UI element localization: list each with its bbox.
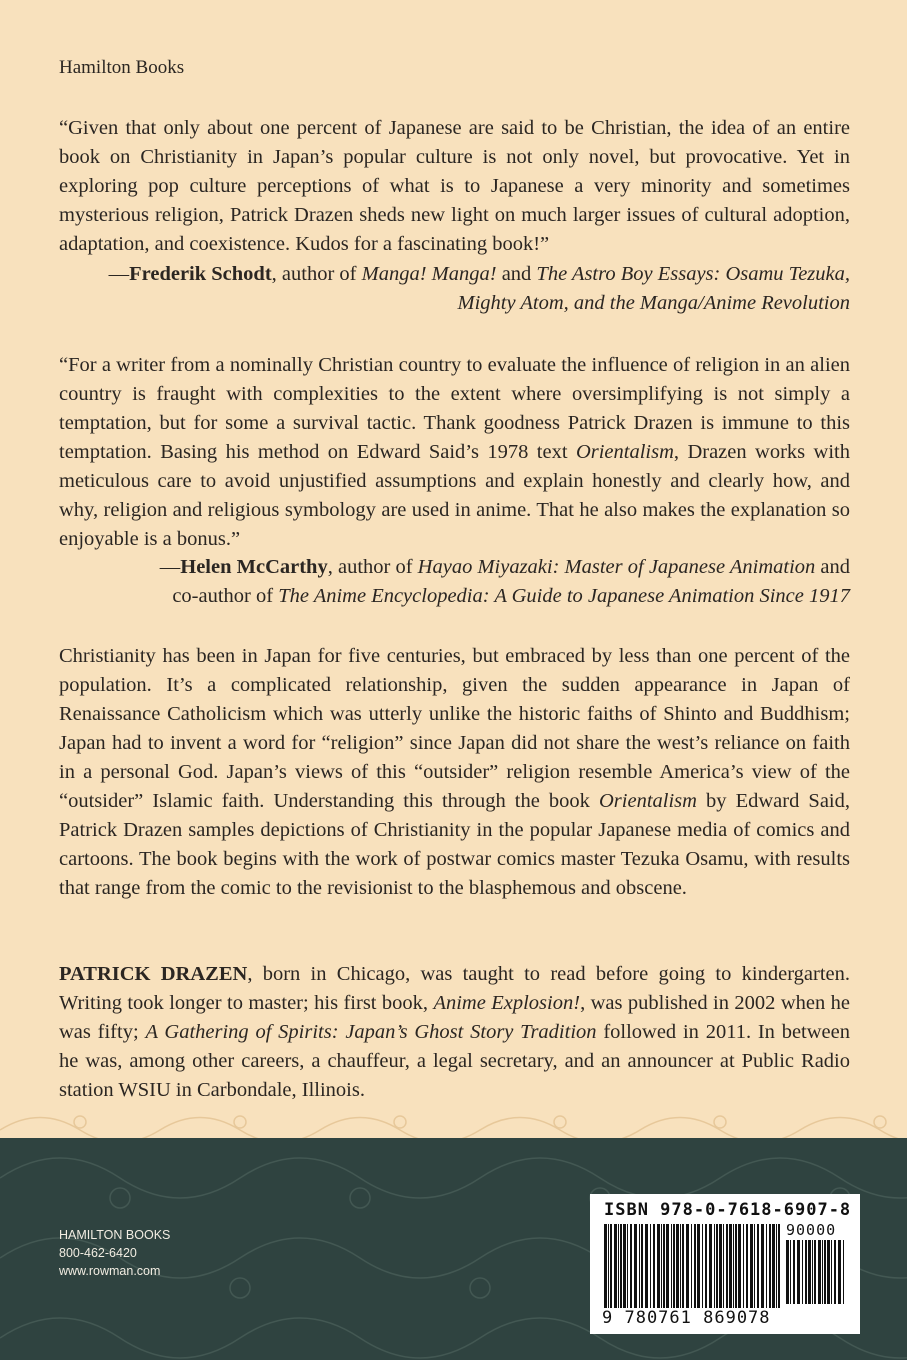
book-description: Christianity has been in Japan for five centuries, but embraced by less than one percent of the population. It’s a complicated relationship, given the sudden appearance in Japan of Renaissance Catholicism which was utterly unlike the historic faiths of Shinto and Buddhism; Japan had to invent a word for “religion” since Japan did not share the west’s reliance on faith in a personal God. Japan’s views of this “outsider” religion resemble America’s view of the “outsider” Islamic faith. Understanding this through the book Orientalism by Edward Said, Patrick Drazen samples depictions of Christianity in the popular Japanese media of comics and cartoons. The book begins with the work of postwar comics master Tezuka Osamu, with results that range from the comic to the revisionist to the blasphemous and obscene. (59, 645, 850, 899)
barcode-bar (746, 1224, 748, 1308)
barcode-bar (831, 1240, 832, 1304)
barcode-bar (750, 1224, 753, 1308)
barcode-bar (733, 1224, 734, 1308)
publisher-phone[interactable]: 800-462-6420 (59, 1246, 137, 1260)
blurb-quote-2: “For a writer from a nominally Christian country to evaluate the influence of religion in an alien country is fraught with complexities to the extent where oversimplifying is not simply a temptation, but for some a survival tactic. Thank goodness Patrick Drazen is immune to this temptation. Basing his method on Edward Said’s 1978 text Orientalism, Drazen works with meticulous care to avoid unjustified assumptions and explain honestly and clearly how, and why, religion and religious symbology are used in anime. That he also makes the explanation so enjoyable is a bonus.” (59, 354, 850, 550)
author-role: , author of (327, 556, 418, 578)
barcode-bar (610, 1224, 612, 1308)
blurb-author: Frederik Schodt (129, 263, 272, 285)
barcode-bar (682, 1224, 684, 1308)
book-title: Manga! Manga! (361, 263, 497, 285)
barcode-bar (645, 1224, 648, 1308)
barcode-bar (604, 1224, 607, 1308)
barcode-bar (812, 1240, 813, 1304)
barcode-bar (735, 1224, 737, 1308)
barcode-bar (702, 1224, 703, 1308)
author-name: PATRICK DRAZEN (59, 963, 248, 985)
barcode-bar (716, 1224, 718, 1308)
barcode-bar (793, 1240, 795, 1304)
barcode-bar (797, 1240, 800, 1304)
barcode-bar (786, 1240, 789, 1304)
joiner: and (496, 263, 537, 285)
barcode-bar (686, 1224, 689, 1308)
barcode-bar (827, 1240, 830, 1304)
barcode-bar (790, 1240, 791, 1304)
book-title: Hayao Miyazaki: Master of Japanese Animation (417, 556, 816, 578)
author-role: co-author of (172, 585, 279, 607)
barcode-bar (709, 1224, 712, 1308)
barcode-bar (814, 1240, 816, 1304)
book-title: The Astro Boy Essays: Osamu Tezuka, Mighty Atom, and the Manga/Anime Revolution (457, 263, 850, 314)
book-title: Orientalism (575, 441, 674, 463)
barcode-bar (738, 1224, 741, 1308)
barcode-bar (843, 1240, 844, 1304)
barcode-bar (650, 1224, 651, 1308)
barcode-bar (680, 1224, 681, 1308)
barcode-bar (808, 1240, 811, 1304)
ornament-border-icon (0, 1100, 907, 1138)
barcode-bar (769, 1224, 771, 1308)
barcode-bar (657, 1224, 660, 1308)
barcode-bar (691, 1224, 692, 1308)
barcode-digits: 9 780761 869078 (602, 1308, 771, 1328)
barcode-bar (766, 1224, 767, 1308)
barcode-bar (761, 1224, 764, 1308)
barcode-bar (834, 1240, 836, 1304)
book-title: The Anime Encyclopedia: A Guide to Japanese Animation Since 1917 (278, 585, 850, 607)
barcode-bar (723, 1224, 724, 1308)
barcode-bar (818, 1240, 821, 1304)
barcode-bar (623, 1224, 626, 1308)
barcode-bar (620, 1224, 622, 1308)
barcode-addon-icon (786, 1240, 846, 1304)
barcode-bar (653, 1224, 655, 1308)
author-bio: PATRICK DRAZEN, born in Chicago, was taught to read before going to kindergarten. Writing took longer to master; his first book, Anime Explosion!, was published in 2002 when he was fifty; A Gathering of Spirits: Japan’s Ghost Story Tradition followed in 2011. In between he was, among other careers, a chauffeur, a legal secretary, and an announcer at Public Radio station WSIU in Carbondale, Illinois. (59, 963, 851, 1101)
barcode-bar (676, 1224, 679, 1308)
barcode-bar (838, 1240, 841, 1304)
barcode-bar (641, 1224, 643, 1308)
barcode-bar (618, 1224, 619, 1308)
barcode-bar (634, 1224, 637, 1308)
blurb-author: Helen McCarthy (180, 556, 328, 578)
barcode-bar (661, 1224, 662, 1308)
book-title: Anime Explosion! (433, 992, 581, 1014)
barcode-bar (697, 1224, 700, 1308)
barcode-bar (743, 1224, 744, 1308)
barcode-bar (630, 1224, 632, 1308)
blurb-quote-1: “Given that only about one percent of Japanese are said to be Christian, the idea of an entire book on Christianity in Japan’s popular culture is not only novel, but provocative. Yet in exploring pop culture perceptions of what is to Japanese a very minority and sometimes mysterious religion, Patrick Drazen sheds new light on much larger issues of cultural adoption, adaptation, and coexistence. Kudos for a fascinating book!” (59, 117, 850, 255)
barcode-bar (772, 1224, 775, 1308)
attribution-dash: — (108, 263, 130, 285)
barcode-bar (608, 1224, 609, 1308)
barcode-bar (614, 1224, 617, 1308)
book-title: Orientalism (599, 790, 697, 812)
author-role: , author of (271, 263, 362, 285)
barcode-bar (671, 1224, 672, 1308)
barcode-bar (719, 1224, 722, 1308)
isbn-barcode (590, 1194, 860, 1334)
barcode-bar (639, 1224, 640, 1308)
barcode-bar (705, 1224, 707, 1308)
barcode-bar (757, 1224, 759, 1308)
barcode-bar (776, 1224, 777, 1308)
attribution-dash: — (159, 556, 181, 578)
publisher-name: Hamilton Books (59, 57, 185, 78)
publisher-website[interactable]: www.rowman.com (59, 1264, 161, 1278)
barcode-bar (729, 1224, 732, 1308)
barcode-bar (663, 1224, 665, 1308)
price-code: 90000 (786, 1221, 837, 1239)
barcode-bar (824, 1240, 826, 1304)
barcode-bar (673, 1224, 675, 1308)
barcode-bar (714, 1224, 715, 1308)
blurb-attribution-2 (50, 553, 850, 611)
publisher-footer-name: HAMILTON BOOKS (59, 1228, 171, 1242)
footer-band (0, 1138, 907, 1360)
publisher-contact (59, 1226, 170, 1280)
barcode-bar (802, 1240, 803, 1304)
barcode-bar (627, 1224, 628, 1308)
joiner: and (815, 556, 850, 578)
barcode-bar (726, 1224, 728, 1308)
barcode-bar (694, 1224, 696, 1308)
blurb-attribution-1 (50, 260, 850, 318)
isbn-label: ISBN 978-0-7618-6907-8 (604, 1200, 852, 1220)
barcode-icon (604, 1224, 782, 1308)
barcode-bar (822, 1240, 823, 1304)
book-title: A Gathering of Spirits: Japan’s Ghost Story Tradition (145, 1021, 597, 1043)
barcode-bar (754, 1224, 755, 1308)
barcode-bar (666, 1224, 669, 1308)
barcode-bar (778, 1224, 780, 1308)
barcode-bar (805, 1240, 807, 1304)
